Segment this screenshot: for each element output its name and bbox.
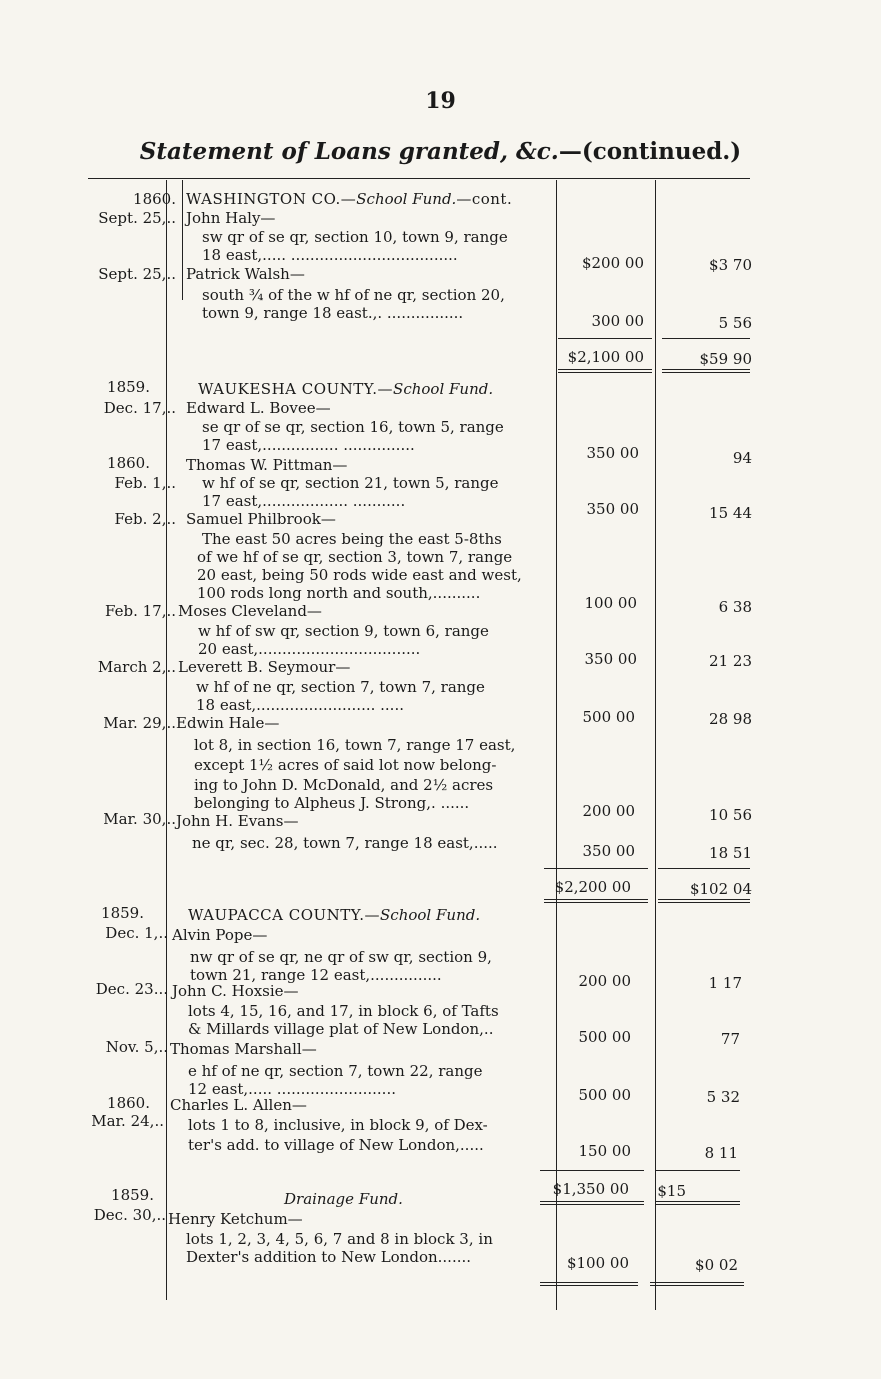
fund-name: School Fund. (393, 380, 494, 398)
year-label: 1860. (107, 1094, 150, 1112)
entry-date: Dec. 30,.. (93, 1206, 166, 1224)
interest-amount: 6 38 (718, 598, 752, 616)
land-description: w hf of sw qr, section 9, town 6, range (198, 622, 489, 640)
heading-continued: —(continued.) (558, 138, 742, 165)
subtotal-rule (658, 868, 750, 869)
land-description: town 9, range 18 east.,. ................ (202, 304, 464, 322)
county-name: WAUKESHA COUNTY.— (198, 380, 394, 398)
continued-label: —cont. (456, 190, 513, 208)
year-label: 1860. (107, 454, 150, 472)
land-description: e hf of ne qr, section 7, town 22, range (188, 1062, 483, 1080)
total-double-rule (658, 902, 750, 903)
total-double-rule (650, 1282, 744, 1283)
interest-amount: 1 17 (708, 974, 742, 992)
loan-amount: 350 00 (582, 842, 635, 860)
fund-name: Drainage Fund. (284, 1190, 403, 1208)
total-double-rule (540, 1282, 638, 1283)
land-description: except 1½ acres of said lot now belong- (194, 756, 497, 774)
loan-amount: 500 00 (578, 1028, 631, 1046)
borrower-name: Leverett B. Seymour— (178, 658, 351, 676)
interest-amount: 77 (720, 1030, 740, 1048)
land-description: w hf of ne qr, section 7, town 7, range (196, 678, 485, 696)
interest-amount: 5 56 (718, 314, 752, 332)
land-description: 12 east,..... ......................... (188, 1080, 396, 1098)
loan-amount: 150 00 (578, 1142, 631, 1160)
column-rule-date (166, 180, 167, 1300)
land-description: ne qr, sec. 28, town 7, range 18 east,..... (192, 834, 498, 852)
year-label: 1859. (111, 1186, 154, 1204)
borrower-name: Alvin Pope— (172, 926, 268, 944)
land-description: ter's add. to village of New London,..... (188, 1136, 484, 1154)
borrower-name: Edwin Hale— (176, 714, 280, 732)
county-name: WASHINGTON CO.— (186, 190, 357, 208)
interest-amount: 18 51 (709, 844, 752, 862)
interest-amount: $0 02 (695, 1256, 738, 1274)
land-description: 17 east,................ ............... (202, 436, 415, 454)
total-interest: $59 90 (699, 350, 752, 368)
entry-date: Feb. 17,.. (105, 602, 176, 620)
total-amount: $2,100 00 (567, 348, 644, 366)
borrower-name: Samuel Philbrook— (186, 510, 336, 528)
interest-amount: 28 98 (709, 710, 752, 728)
interest-amount: 10 56 (709, 806, 752, 824)
subtotal-rule (656, 1170, 740, 1171)
section-title (198, 380, 493, 398)
loan-amount: 500 00 (582, 708, 635, 726)
subtotal-rule (540, 1170, 644, 1171)
borrower-name: John H. Evans— (176, 812, 299, 830)
total-double-rule (540, 1204, 644, 1205)
loan-amount: $200 00 (581, 254, 644, 272)
total-double-rule (558, 372, 652, 373)
entry-date: Feb. 2,.. (114, 510, 176, 528)
borrower-name: Thomas W. Pittman— (186, 456, 348, 474)
entry-date: Mar. 30,.. (103, 810, 176, 828)
borrower-name: John Haly— (186, 209, 276, 227)
total-double-rule (540, 1201, 644, 1202)
fund-name: School Fund. (380, 906, 481, 924)
subtotal-rule (558, 338, 652, 339)
year-label: 1859. (107, 378, 150, 396)
loan-amount: 200 00 (578, 972, 631, 990)
loan-amount: 350 00 (586, 500, 639, 518)
borrower-name: Moses Cleveland— (178, 602, 322, 620)
subtotal-rule (544, 868, 648, 869)
page-heading (0, 138, 881, 165)
column-rule-amount (556, 180, 557, 1310)
interest-amount: $3 70 (709, 256, 752, 274)
land-description: Dexter's addition to New London....... (186, 1248, 472, 1266)
section-title (186, 190, 512, 208)
land-description: lot 8, in section 16, town 7, range 17 east, (194, 736, 516, 754)
land-description: 100 rods long north and south,.......... (197, 584, 481, 602)
column-rule-desc-1 (182, 180, 183, 300)
entry-date: Nov. 5,.. (105, 1038, 168, 1056)
county-name: WAUPACCA COUNTY.— (188, 906, 381, 924)
entry-date: March 2,.. (97, 658, 176, 676)
land-description: 20 east,.................................. (198, 640, 421, 658)
fund-name: School Fund. (356, 190, 457, 208)
land-description: The east 50 acres being the east 5-8ths (202, 530, 502, 548)
loan-amount: 350 00 (586, 444, 639, 462)
loan-amount: 100 00 (584, 594, 637, 612)
land-description: 17 east,.................. ........... (202, 492, 406, 510)
year-label: 1860. (133, 190, 176, 208)
land-description: lots 4, 15, 16, and 17, in block 6, of Tafts (188, 1002, 499, 1020)
entry-date: Dec. 1,.. (105, 924, 168, 942)
land-description: & Millards village plat of New London,.. (188, 1020, 494, 1038)
total-interest: $102 04 (689, 880, 752, 898)
total-double-rule (658, 899, 750, 900)
loan-amount: $100 00 (566, 1254, 629, 1272)
interest-amount: 15 44 (709, 504, 752, 522)
loan-amount: 200 00 (582, 802, 635, 820)
land-description: sw qr of se qr, section 10, town 9, range (202, 228, 508, 246)
interest-amount: 5 32 (706, 1088, 740, 1106)
entry-date: Sept. 25,.. (98, 209, 176, 227)
land-description: lots 1, 2, 3, 4, 5, 6, 7 and 8 in block 3, in (186, 1230, 493, 1248)
total-double-rule (540, 1285, 638, 1286)
total-double-rule (662, 372, 750, 373)
borrower-name: Henry Ketchum— (168, 1210, 303, 1228)
land-description: 18 east,......................... ..... (196, 696, 404, 714)
land-description: town 21, range 12 east,............... (190, 966, 442, 984)
section-title (188, 906, 480, 924)
land-description: of we hf of se qr, section 3, town 7, range (197, 548, 513, 566)
year-label: 1859. (101, 904, 144, 922)
subtotal-rule (662, 338, 750, 339)
heading-title: Statement of Loans granted, &c. (139, 138, 559, 165)
loan-amount: 500 00 (578, 1086, 631, 1104)
interest-amount: 94 (732, 449, 752, 467)
entry-date: Dec. 23... (95, 980, 168, 998)
total-double-rule (656, 1201, 740, 1202)
land-description: south ¾ of the w hf of ne qr, section 20, (202, 286, 505, 304)
total-double-rule (544, 902, 648, 903)
page-number: 19 (425, 88, 456, 114)
land-description: 18 east,..... ................................... (202, 246, 458, 264)
interest-amount: 21 23 (709, 652, 752, 670)
land-description: nw qr of se qr, ne qr of sw qr, section 9, (190, 948, 492, 966)
entry-date: Sept. 25,.. (98, 265, 176, 283)
loan-amount: 350 00 (584, 650, 637, 668)
total-double-rule (656, 1204, 740, 1205)
borrower-name: John C. Hoxsie— (172, 982, 299, 1000)
entry-date: Dec. 17,.. (103, 399, 176, 417)
land-description: lots 1 to 8, inclusive, in block 9, of Dex- (188, 1116, 488, 1134)
interest-amount: 8 11 (704, 1144, 738, 1162)
land-description: belonging to Alpheus J. Strong,. ...... (194, 794, 470, 812)
total-double-rule (662, 369, 750, 370)
total-double-rule (558, 369, 652, 370)
loan-amount: 300 00 (591, 312, 644, 330)
total-interest: $15 (657, 1182, 686, 1200)
borrower-name: Patrick Walsh— (186, 265, 305, 283)
entry-date: Feb. 1,.. (114, 474, 176, 492)
total-amount: $1,350 00 (552, 1180, 629, 1198)
borrower-name: Thomas Marshall— (170, 1040, 317, 1058)
total-double-rule (544, 899, 648, 900)
total-double-rule (650, 1285, 744, 1286)
total-amount: $2,200 00 (554, 878, 631, 896)
top-rule (88, 178, 750, 179)
column-rule-interest (655, 180, 656, 1310)
land-description: ing to John D. McDonald, and 2½ acres (194, 776, 494, 794)
land-description: w hf of se qr, section 21, town 5, range (202, 474, 499, 492)
entry-date: Mar. 29,.. (103, 714, 176, 732)
borrower-name: Edward L. Bovee— (186, 399, 331, 417)
entry-date: Mar. 24,.. (91, 1112, 164, 1130)
borrower-name: Charles L. Allen— (170, 1096, 307, 1114)
land-description: 20 east, being 50 rods wide east and west, (197, 566, 522, 584)
land-description: se qr of se qr, section 16, town 5, range (202, 418, 504, 436)
